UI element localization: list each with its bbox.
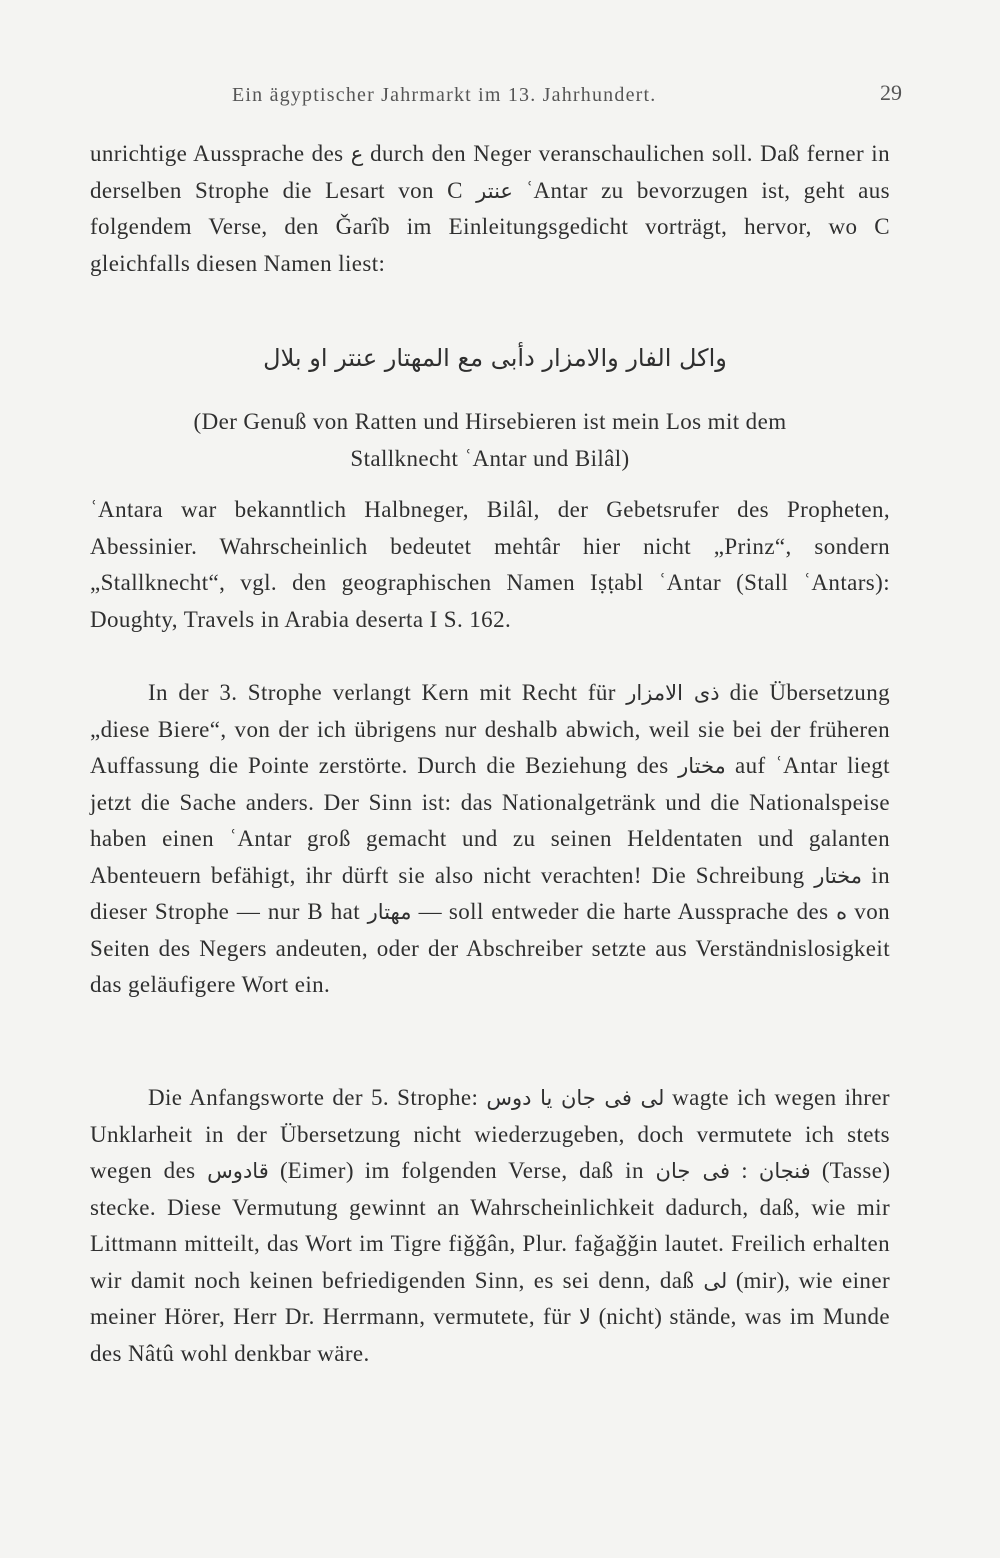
verse-translation-line-1: (Der Genuß von Ratten und Hirsebieren ist mein Los mit dem — [193, 409, 787, 434]
paragraph-1 — [90, 136, 890, 282]
running-title: Ein ägyptischer Jahrmarkt im 13. Jahrhundert. — [232, 84, 657, 106]
paragraph-3-text-e: — soll entweder die harte Aussprache des — [411, 899, 837, 924]
running-header — [90, 80, 902, 114]
arabic-li: لى — [703, 1268, 728, 1293]
paragraph-1-text-a: unrichtige Aussprache des — [90, 141, 351, 166]
paragraph-4-text-g: (nicht) stände, was im Munde des Nâtû wohl denkbar wäre. — [90, 1304, 890, 1366]
arabic-ayn: ع — [350, 142, 364, 166]
paragraph-4-text-d: : — [730, 1158, 759, 1183]
paragraph-4 — [90, 1080, 890, 1372]
arabic-li-fi-jan-ya-dus: لى فى جان يا دوس — [486, 1086, 665, 1110]
paragraph-4-text-e: (Tasse) stecke. Diese Vermutung gewinnt an Wahrscheinlichkeit dadurch, daß, wie mir Littmann mitteilt, das Wort im Tigre fiǧǧân, Plur. faǧaǧǧin lautet. Freilich erhalten wir damit noch keinen befriedigenden Sinn, es sei denn, daß — [90, 1158, 890, 1293]
verse-translation-line-2: Stallknecht ʿAntar und Bilâl) — [350, 445, 630, 471]
arabic-mihtar: مهتار — [367, 900, 412, 924]
page-number: 29 — [880, 80, 902, 105]
paragraph-4-text-b: wagte ich wegen ihrer Unklarheit in der Übersetzung nicht wiederzugeben, doch vermutete ich stets wegen des — [90, 1085, 890, 1183]
arabic-ha: ه — [836, 900, 848, 924]
arabic-mukhtar-1: مختار — [678, 754, 726, 778]
arabic-verse: واكل الفار والامزار دأبى مع المهتار عنتر او بلال — [263, 344, 727, 372]
paragraph-3-text-c: auf ʿAntar liegt jetzt die Sache anders. Der Sinn ist: das Nationalgetränk und die Nationalspeise haben einen ʿAntar groß gemacht und zu seinen Heldentaten und galanten Abenteuern befähigt, ihr dürft sie also nicht verachten! Die Schreibung — [90, 753, 890, 888]
paragraph-3-text-b: die Übersetzung „diese Biere“, von der ich übrigens nur deshalb abwich, weil sie bei der früheren Auffassung die Pointe zerstörte. Durch die Beziehung des — [90, 680, 890, 778]
verse-translation — [90, 404, 890, 477]
paragraph-2: ʿAntara war bekanntlich Halbneger, Bilâl, der Gebetsrufer des Propheten, Abessinier. Wahrscheinlich bedeutet mehtâr hier nicht „Prinz“, sondern „Stallknecht“, vgl. den geographischen Namen Iṣṭabl ʿAntar (Stall ʿAntars): Doughty, Travels in Arabia deserta I S. 162. — [90, 497, 890, 632]
paragraph-3-text-f: von Seiten des Negers andeuten, oder der Abschreiber setzte aus Verständnislosigkeit das geläufigere Wort ein. — [90, 899, 890, 997]
paragraph-1-text-c: ʿAntar zu bevorzugen ist, geht aus folgendem Verse, den Ǧarîb im Einleitungsgedicht vorträgt, hervor, wo C gleichfalls diesen Namen liest: — [90, 177, 890, 276]
paragraph-4-text-a: Die Anfangsworte der 5. Strophe: — [148, 1085, 487, 1110]
paragraph-4-text-c: (Eimer) im folgenden Verse, daß in — [268, 1158, 656, 1183]
paragraph-3 — [90, 675, 890, 1004]
arabic-antar: عنتر — [476, 178, 513, 203]
arabic-mukhtar-2: مختار — [814, 863, 862, 888]
arabic-qadus: قادوس — [207, 1159, 269, 1183]
paragraph-4-text-f: (mir), wie einer meiner Hörer, Herr Dr. Herrmann, vermutete, für — [90, 1267, 891, 1329]
arabic-la: لا — [579, 1305, 592, 1329]
arabic-dhi-al-amzar: ذى الامزار — [626, 681, 720, 705]
arabic-finjan: فنجان — [758, 1159, 811, 1183]
arabic-fi-jan: فى جان — [655, 1159, 731, 1183]
paragraph-3-text-d: in dieser Strophe — nur B hat — [90, 862, 890, 924]
paragraph-3-text-a: In der 3. Strophe verlangt Kern mit Recht für — [148, 680, 627, 705]
paragraph-1-text-b: durch den Neger veranschaulichen soll. Daß ferner in derselben Strophe die Lesart von C — [90, 141, 890, 203]
